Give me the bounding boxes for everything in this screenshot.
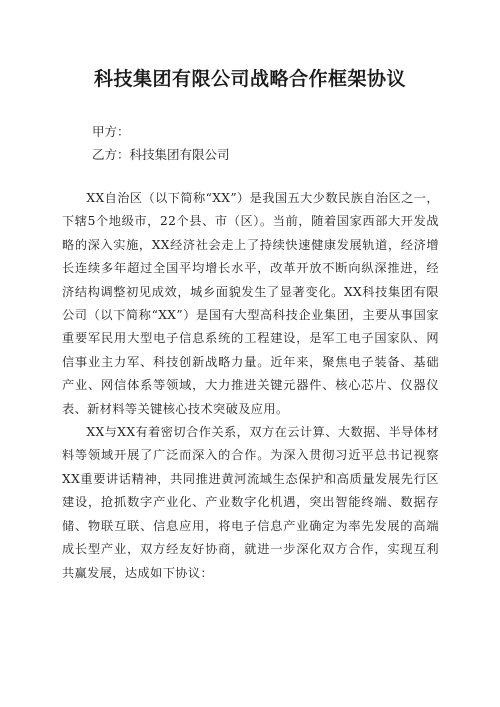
party-b-line: 乙方：科技集团有限公司: [92, 147, 230, 162]
document-title: 科技集团有限公司战略合作框架协议: [93, 68, 406, 90]
paragraph-intro: XX自治区（以下简称“XX”）是我国五大少数民族自治区之一，下辖5个地级市，22个县、市（区）。当前，随着国家西部大开发战略的深入实施，XX经济社会走上了持续快速健康发展轨道，经济增长连续多年超过全国平均增长水平，改革开放不断向纵深推进，经济结构调整初见成效，城乡面貌发生了显著变化。XX科技集团有限公司（以下简称“XX”）是国有大型高科技企业集团，主要从事国家重要军民用大型电子信息系统的工程建设，是军工电子国家队、网信事业主力军、科技创新战略力量。近年来，聚焦电子装备、基础产业、网信体系等领域，大力推进关键元器件、核心芯片、仪器仪表、新材料等关键核心技术突破及应用。: [62, 191, 439, 416]
body-text: [62, 187, 439, 585]
paragraph-cooperation: XX与XX有着密切合作关系，双方在云计算、大数据、半导体材料等领域开展了广泛而深入的合作。为深入贯彻习近平总书记视察XX重要讲话精神，共同推进黄河流域生态保护和高质量发展先行区建设，抢抓数字产业化、产业数字化机遇，突出智能终端、数据存储、物联互联、信息应用，将电子信息产业确定为率先发展的高端成长型产业，双方经友好协商，就进一步深化双方合作，实现互利共赢发展，达成如下协议：: [62, 425, 439, 580]
parties-block: [92, 120, 230, 166]
party-a-line: 甲方：: [92, 124, 130, 139]
